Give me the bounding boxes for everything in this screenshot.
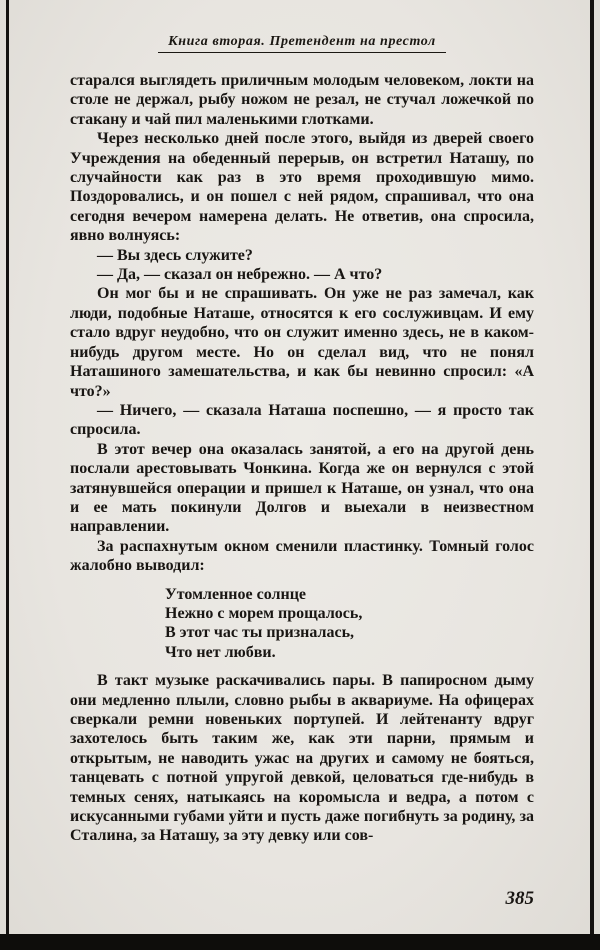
verse-line: Что нет любви. xyxy=(165,643,276,661)
body-text xyxy=(70,71,534,846)
paragraph: Через несколько дней после этого, выйдя из дверей своего Учреждения на обеденный перерыв, он встретил Наташу, по случайности как раз в это время проходившую мимо. Поздоровались, и он пошел с ней рядом, спрашивал, что она сегодня вечером намерена делать. Не ответив, она спросила, явно волнуясь: xyxy=(70,130,534,245)
page-right-edge xyxy=(590,0,594,950)
paragraph: В такт музыке раскачивались пары. В папиросном дыму они медленно плыли, словно рыбы в аквариуме. На офицерах сверкали ремни новеньких портупей. И лейтенанту вдруг захотелось быть таким же, как эти парни, прямым и открытым, не наводить ужас на других и самому не бояться, танцевать с потной упругой девкой, целоваться где-нибудь в темных сенях, натыкаясь на коромысла и ведра, а потом с искусанными губами уйти и пусть даже погибнуть за родину, за Сталина, за Наташу, за эту девку или сов- xyxy=(70,672,534,845)
verse-line: Нежно с морем прощалось, xyxy=(165,604,363,622)
dialogue-line: — Ничего, — сказала Наташа поспешно, — я просто так спросила. xyxy=(70,401,534,439)
page-left-edge xyxy=(6,0,9,950)
running-head-title: Книга вторая. Претендент на престол xyxy=(168,34,436,49)
page-bottom-bar xyxy=(0,934,600,950)
paragraph: В этот вечер она оказалась занятой, а его на другой день послали арестовывать Чонкина. Когда же он вернулся с этой затянувшейся операции и пришел к Наташе, он узнал, что она и ее мать покинули Долгов и выехали в неизвестном направлении. xyxy=(70,440,534,536)
verse-block xyxy=(165,585,534,663)
running-head xyxy=(70,34,534,56)
dialogue-line: — Вы здесь служите? xyxy=(97,246,253,264)
paragraph: За распахнутым окном сменили пластинку. Томный голос жалобно выводил: xyxy=(70,537,534,575)
header-rule xyxy=(158,52,446,53)
paragraph-continuation: старался выглядеть приличным молодым человеком, локти на столе не держал, рыбу ножом не резал, не стучал ложечкой по стакану и чай пил маленькими глотками. xyxy=(70,72,534,128)
page-number: 385 xyxy=(505,888,534,909)
paragraph: Он мог бы и не спрашивать. Он уже не раз замечал, как люди, подобные Наташе, относятся к его сослуживцам. И ему стало вдруг неудобно, что он служит именно здесь, не в каком-нибудь другом месте. Но он сделал вид, что не понял Наташиного замешательства, и как бы невинно спросил: «А что?» xyxy=(70,285,534,400)
verse-line: Утомленное солнце xyxy=(165,585,307,603)
verse-line: В этот час ты призналась, xyxy=(165,624,355,642)
dialogue-line: — Да, — сказал он небрежно. — А что? xyxy=(97,266,383,284)
page-content xyxy=(70,34,534,846)
